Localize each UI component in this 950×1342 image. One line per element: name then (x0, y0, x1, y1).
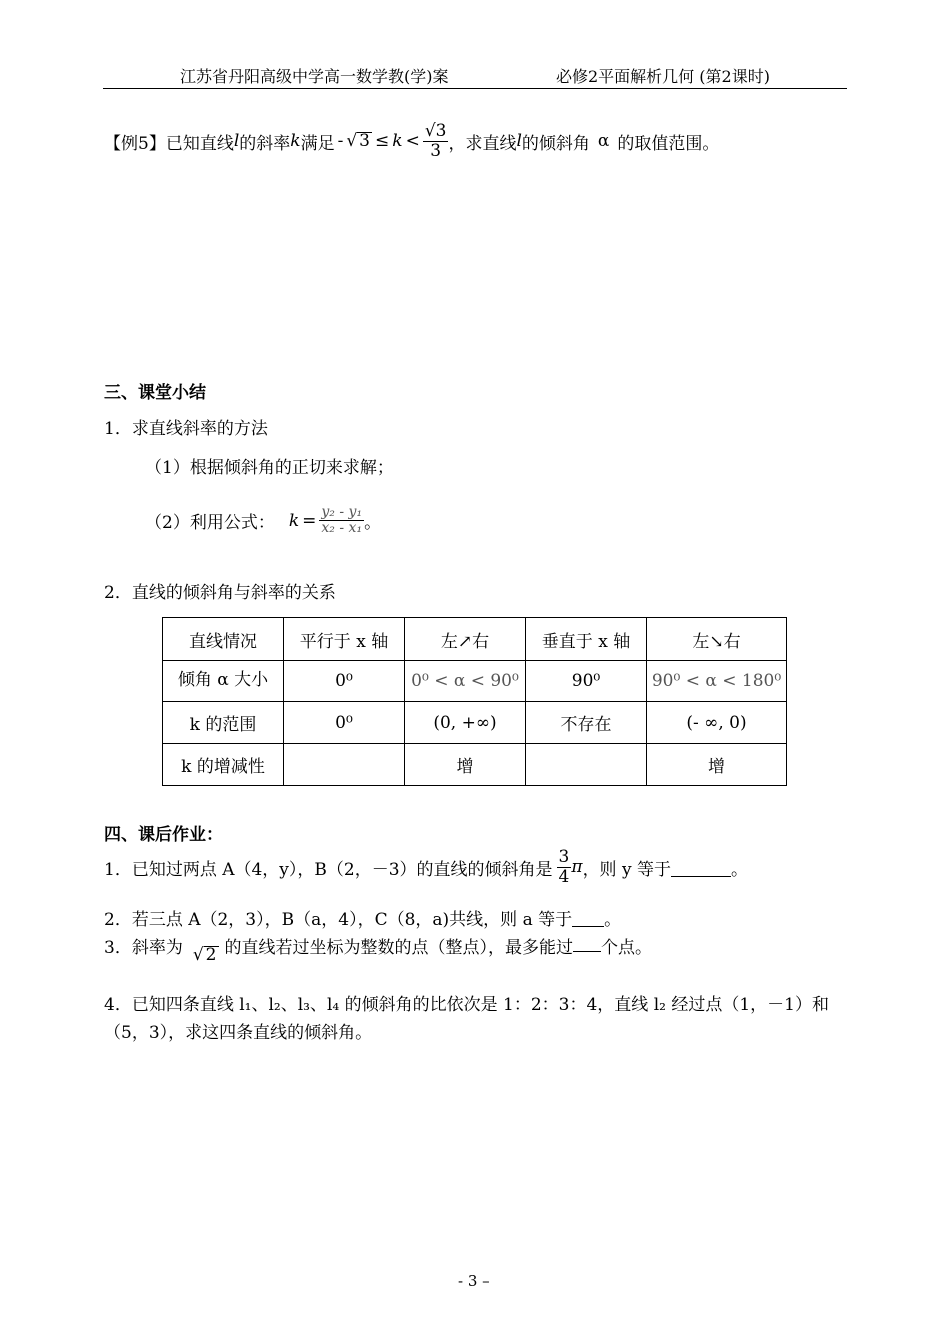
sqrt-3-radicand: 3 (359, 131, 370, 152)
homework-q4-line2: （5，3），求这四条直线的倾斜角。 (104, 1023, 373, 1043)
table-cell: 90⁰ < α < 180⁰ (647, 661, 787, 702)
item1-2-label: （2）利用公式： (145, 513, 275, 534)
sqrt-2: √ 2 (192, 945, 217, 965)
var-alpha: α (597, 131, 610, 152)
homework-q3 (104, 933, 652, 965)
table-cell: k 的范围 (163, 702, 284, 744)
table-row (163, 744, 787, 786)
var-l-2: l (516, 131, 522, 152)
example5-text5: 的倾斜角 (521, 133, 590, 154)
q1-end: 。 (730, 859, 748, 880)
q1-fraction (557, 848, 572, 886)
example5-text6: 的取值范围。 (617, 133, 720, 154)
header-divider (103, 88, 847, 89)
table-cell: 左↘右 (647, 618, 787, 661)
q1-text-b: ，则 y 等于 (582, 859, 671, 880)
section3-item2: 2．直线的倾斜角与斜率的关系 (104, 583, 336, 603)
table-cell: 不存在 (526, 702, 647, 744)
example5-text4: ，求直线 (448, 133, 517, 154)
table-cell (284, 744, 405, 786)
homework-q2 (104, 905, 621, 930)
fraction-denominator: 3 (430, 140, 442, 161)
table-row (163, 702, 787, 744)
sqrt-3: √ 3 (346, 131, 370, 152)
table-row (163, 618, 787, 661)
q1-text: 1．已知过两点 A（4，y），B（2，－3）的直线的倾斜角是 (104, 859, 553, 880)
relation-table (162, 617, 787, 786)
q3-text: 3．斜率为 (104, 938, 183, 958)
table-cell: 90⁰ (526, 661, 647, 702)
table-cell: 0⁰ < α < 90⁰ (405, 661, 526, 702)
q1-answer-blank[interactable] (671, 858, 731, 877)
table-cell: 0⁰ (284, 661, 405, 702)
header-right: 必修2平面解析几何 (第2课时) (556, 67, 770, 86)
formula-end: 。 (364, 513, 382, 534)
example5-text2: 的斜率 (239, 133, 291, 154)
example5 (104, 122, 719, 160)
section4-title: 四、课后作业： (104, 825, 223, 845)
table-cell: 平行于 x 轴 (284, 618, 405, 661)
q2-answer-blank[interactable] (572, 908, 604, 927)
table-cell: 倾角 α 大小 (163, 661, 284, 702)
var-k: k (290, 131, 301, 152)
le-sign: ≤ (375, 131, 390, 152)
q3-text-b: 的直线若过坐标为整数的点（整点），最多能过 (224, 938, 573, 958)
q1-pi: π (571, 857, 583, 878)
q2-end: 。 (604, 910, 622, 930)
formula-denominator: x₂ - x₁ (321, 520, 363, 537)
table-cell: 增 (647, 744, 787, 786)
var-k-2: k (392, 131, 403, 152)
section3-item1-2 (145, 505, 381, 537)
homework-q4-line1: 4．已知四条直线 l₁、l₂、l₃、l₄ 的倾斜角的比依次是 1：2：3：4，直线 l₂ 经过点（1，－1）和 (104, 995, 829, 1015)
section3-item1-1: （1）根据倾斜角的正切来求解； (145, 458, 394, 478)
table-cell: 0⁰ (284, 702, 405, 744)
example5-text3: 满足 (300, 133, 335, 154)
q3-answer-blank[interactable] (573, 933, 601, 952)
table-cell: 垂直于 x 轴 (526, 618, 647, 661)
table-cell: (- ∞, 0) (647, 702, 787, 744)
formula-numerator: y₂ - y₁ (321, 504, 363, 520)
homework-q1 (104, 848, 748, 886)
section3-item1: 1．求直线斜率的方法 (104, 419, 268, 439)
page-number: - 3 – (458, 1272, 490, 1290)
table-cell: (0, +∞) (405, 702, 526, 744)
fraction-numerator: √3 (424, 121, 447, 141)
formula-k: k (288, 510, 300, 531)
minus-sign: - (337, 131, 344, 152)
table-row (163, 661, 787, 702)
example5-text1: 已知直线 (165, 133, 234, 154)
table-cell: 增 (405, 744, 526, 786)
table-cell (526, 744, 647, 786)
lt-sign: < (405, 131, 420, 152)
q2-text: 2．若三点 A（2，3），B（a，4），C（8，a)共线，则 a 等于 (104, 910, 573, 930)
table-cell: k 的增减性 (163, 744, 284, 786)
q1-numerator: 3 (558, 847, 570, 867)
table-cell: 左↗右 (405, 618, 526, 661)
header-left: 江苏省丹阳高级中学高一数学教(学)案 (180, 67, 449, 86)
formula-eq: = (302, 510, 317, 531)
q1-denominator: 4 (558, 866, 570, 887)
slope-formula-fraction (319, 505, 364, 537)
q3-end: 个点。 (601, 938, 652, 958)
var-l: l (233, 131, 240, 152)
sqrt-2-radicand: 2 (205, 945, 217, 965)
section3-title: 三、课堂小结 (104, 383, 206, 403)
fraction-sqrt3-over-3 (423, 122, 449, 160)
table-cell: 直线情况 (163, 618, 284, 661)
example5-label: 【例5】 (104, 133, 166, 154)
